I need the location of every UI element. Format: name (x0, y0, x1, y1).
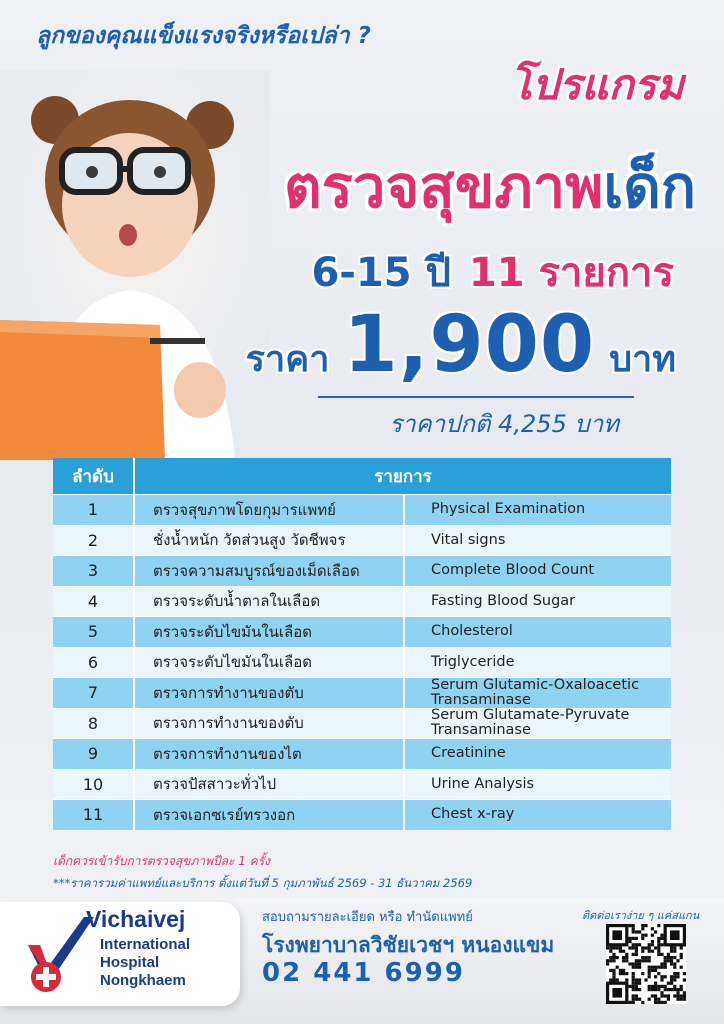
header-no: ลำดับ (53, 458, 135, 494)
age-range: 6-15 ปี (311, 250, 451, 296)
normal-price: ราคาปกติ 4,255 บาท (389, 410, 619, 438)
table-row (53, 525, 671, 556)
table-header (53, 458, 671, 494)
table-row (53, 708, 671, 739)
row-english-label: Serum Glutamate-Pyruvate Transaminase (431, 707, 630, 739)
age-and-items (311, 240, 674, 304)
row-thai-label: ตรวจปัสสาวะทั่วไป (135, 770, 405, 800)
logo-line-nongkhaem: Nongkhaem (100, 972, 186, 989)
table-row (53, 738, 671, 769)
table-row (53, 799, 671, 830)
row-thai-label: ตรวจสุขภาพโดยกุมารแพทย์ (135, 495, 405, 525)
row-english-label: Serum Glutamic-Oxaloacetic Transaminase (431, 676, 640, 708)
table-row (53, 586, 671, 617)
table-row (53, 769, 671, 800)
row-number: 8 (53, 709, 135, 739)
row-number: 3 (53, 556, 135, 586)
row-english-label: Urine Analysis (431, 775, 535, 792)
table-row (53, 494, 671, 525)
checkup-items-table (53, 458, 671, 830)
scan-hint: ติดต่อเราง่าย ๆ แค่สแกน (582, 909, 700, 922)
row-thai-label: ตรวจการทำงานของตับ (135, 678, 405, 708)
headline (284, 140, 696, 233)
table-row (53, 677, 671, 708)
phone-number[interactable]: 02 441 6999 (262, 958, 465, 988)
row-english-label: Fasting Blood Sugar (431, 592, 576, 609)
row-english-label: Cholesterol (431, 623, 513, 640)
row-english-label: Chest x-ray (431, 806, 515, 823)
row-number: 4 (53, 587, 135, 617)
row-english-label: Triglyceride (431, 653, 515, 670)
row-number: 1 (53, 495, 135, 525)
header-items: รายการ (374, 466, 432, 487)
promo-price (246, 300, 676, 390)
price-label: ราคา (245, 339, 330, 380)
table-row (53, 647, 671, 678)
price-divider (318, 396, 634, 398)
logo-subtitle (100, 936, 190, 990)
headline-checkup: ตรวจสุขภาพ (283, 153, 604, 221)
logo-line-hospital: Hospital (100, 954, 160, 971)
row-thai-label: ตรวจเอกซเรย์ทรวงอก (135, 800, 405, 830)
row-english-label: Vital signs (431, 531, 506, 548)
row-number: 6 (53, 648, 135, 678)
row-number: 11 (53, 800, 135, 830)
tagline: ลูกของคุณแข็งแรงจริงหรือเปล่า ? (36, 23, 371, 49)
row-number: 7 (53, 678, 135, 708)
program-label: โปรแกรม (509, 60, 684, 109)
row-english-label: Physical Examination (431, 501, 586, 518)
annual-checkup-note: เด็กควรเข้ารับการตรวจสุขภาพปีละ 1 ครั้ง (53, 854, 271, 868)
row-number: 10 (53, 770, 135, 800)
row-thai-label: ตรวจความสมบูรณ์ของเม็ดเลือด (135, 556, 405, 586)
price-unit: บาท (609, 339, 676, 380)
child-photo (0, 70, 270, 460)
logo-title: Vichaivej (86, 906, 186, 932)
row-english-label: Creatinine (431, 745, 506, 762)
row-thai-label: ตรวจการทำงานของตับ (135, 709, 405, 739)
row-thai-label: ตรวจระดับไขมันในเลือด (135, 617, 405, 647)
price-validity-note: ***ราคารวมค่าแพทย์และบริการ ตั้งแต่วันที่ 5 กุมภาพันธ์ 2569 - 31 ธันวาคม 2569 (53, 876, 473, 890)
qr-code-icon[interactable] (606, 924, 686, 1004)
row-number: 2 (53, 526, 135, 556)
items-count: 11 รายการ (468, 250, 674, 296)
table-row (53, 555, 671, 586)
row-number: 5 (53, 617, 135, 647)
hospital-name: โรงพยาบาลวิชัยเวชฯ หนองแขม (262, 933, 555, 957)
row-thai-label: ตรวจระดับน้ำตาลในเลือด (135, 587, 405, 617)
row-thai-label: ตรวจระดับไขมันในเลือด (135, 648, 405, 678)
row-english-label: Complete Blood Count (431, 562, 595, 579)
table-row (53, 616, 671, 647)
headline-children: เด็ก (603, 153, 696, 221)
logo-line-international: International (100, 936, 191, 953)
price-value: 1,900 (343, 300, 596, 390)
contact-label: สอบถามรายละเอียด หรือ ทำนัดแพทย์ (262, 910, 473, 925)
row-thai-label: ชั่งน้ำหนัก วัดส่วนสูง วัดชีพจร (135, 526, 405, 556)
row-number: 9 (53, 739, 135, 769)
row-thai-label: ตรวจการทำงานของไต (135, 739, 405, 769)
